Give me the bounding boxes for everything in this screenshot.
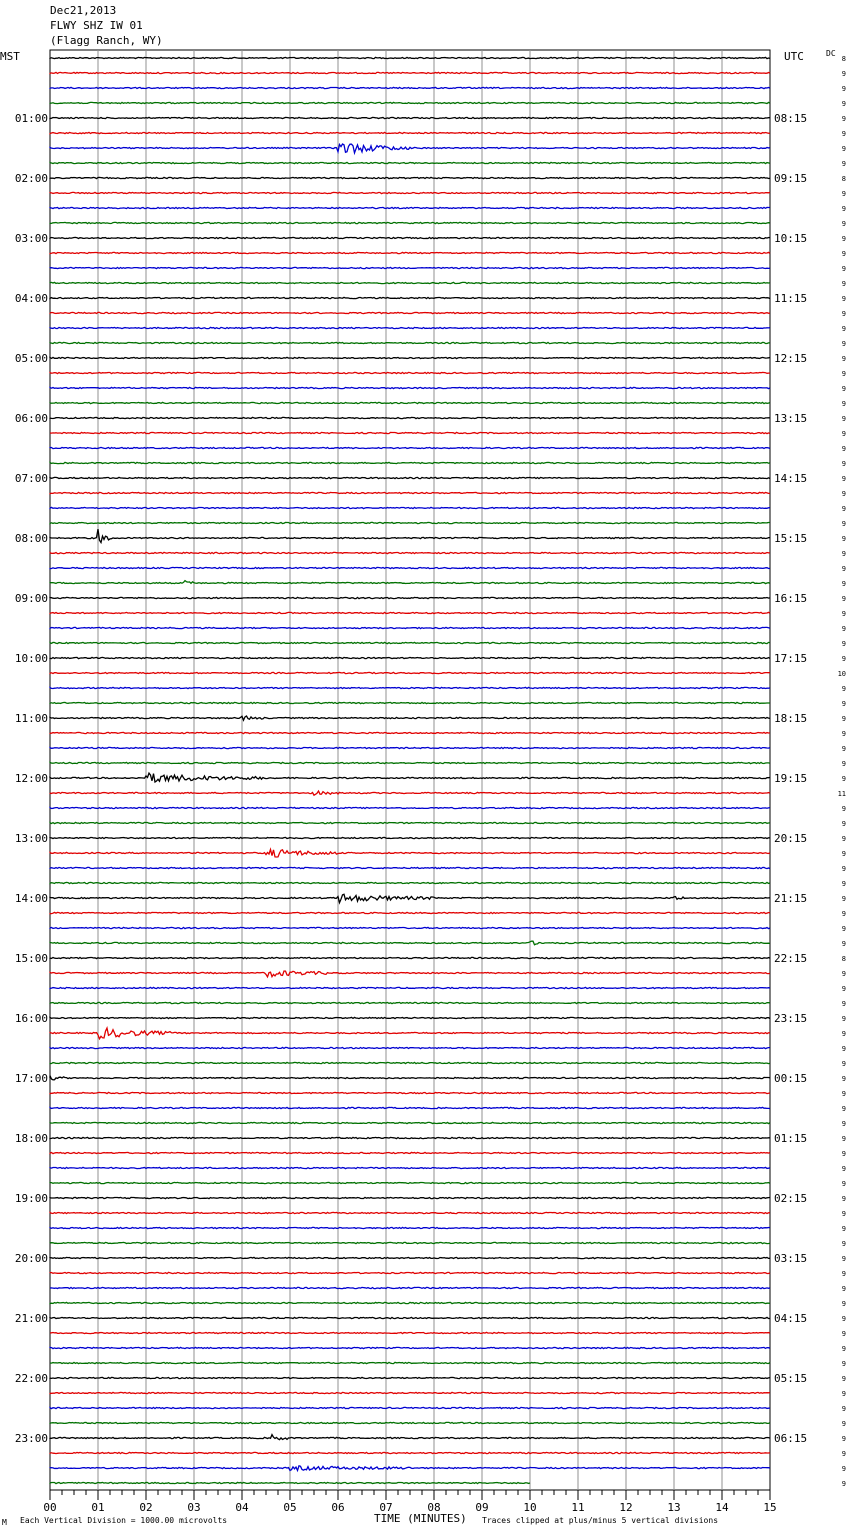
x-tick-label-07: 07 (379, 1501, 393, 1514)
trace-61 (50, 971, 770, 977)
trace-80 (50, 1257, 770, 1258)
trace-76 (50, 1197, 770, 1198)
dc-offset-value: 9 (841, 1015, 846, 1023)
dc-offset-value: 9 (841, 535, 846, 543)
dc-offset-value: 9 (841, 370, 846, 378)
trace-68 (50, 1076, 770, 1080)
dc-offset-value: 9 (841, 385, 846, 393)
dc-offset-value: 9 (841, 895, 846, 903)
dc-offset-value: 9 (841, 1465, 846, 1473)
dc-offset-value: 9 (841, 685, 846, 693)
dc-offset-value: 9 (841, 325, 846, 333)
trace-60 (50, 957, 770, 958)
trace-21 (50, 372, 770, 373)
scale-note: Each Vertical Division = 1000.00 microvolts (20, 1516, 228, 1525)
trace-0 (50, 57, 770, 58)
trace-9 (50, 192, 770, 193)
utc-hour-label: 14:15 (774, 472, 808, 485)
dc-offset-value: 9 (841, 355, 846, 363)
trace-95 (50, 1482, 530, 1483)
mst-hour-label: 01:00 (14, 112, 48, 125)
dc-offset-value: 9 (841, 835, 846, 843)
dc-offset-value: 9 (841, 310, 846, 318)
trace-70 (50, 1107, 770, 1108)
utc-hour-label: 15:15 (774, 532, 808, 545)
dc-offset-value: 9 (841, 580, 846, 588)
trace-18 (50, 327, 770, 328)
utc-hour-label: 06:15 (774, 1432, 808, 1445)
dc-offset-value: 9 (841, 1405, 846, 1413)
x-tick-label-01: 01 (91, 1501, 105, 1514)
trace-2 (50, 87, 770, 88)
right-timezone-label: UTC (784, 50, 804, 63)
dc-offset-value: 9 (841, 1000, 846, 1008)
dc-offset-value: 9 (841, 250, 846, 258)
trace-1 (50, 72, 770, 73)
dc-offset-value: 8 (841, 55, 846, 63)
dc-offset-value: 9 (841, 1300, 846, 1308)
trace-81 (50, 1272, 770, 1273)
trace-44 (50, 716, 770, 720)
trace-34 (50, 567, 770, 568)
trace-43 (50, 702, 770, 703)
dc-offset-value: 9 (841, 625, 846, 633)
trace-72 (50, 1137, 770, 1138)
dc-offset-value: 9 (841, 550, 846, 558)
dc-offset-value: 9 (841, 460, 846, 468)
left-timezone-label: MST (0, 50, 20, 63)
trace-4 (50, 117, 770, 118)
x-tick-label-11: 11 (571, 1501, 585, 1514)
trace-39 (50, 642, 770, 643)
x-tick-label-02: 02 (139, 1501, 153, 1514)
x-tick-label-13: 13 (667, 1501, 681, 1514)
dc-offset-value: 9 (841, 1480, 846, 1488)
dc-offset-value: 9 (841, 220, 846, 228)
dc-offset-value: 9 (841, 1210, 846, 1218)
dc-offset-value: 9 (841, 1360, 846, 1368)
trace-63 (50, 1002, 770, 1003)
trace-7 (50, 162, 770, 163)
header-station: FLWY SHZ IW 01 (50, 19, 143, 32)
trace-25 (50, 432, 770, 433)
trace-94 (50, 1466, 770, 1471)
trace-46 (50, 747, 770, 748)
trace-77 (50, 1212, 770, 1213)
dc-offset-value: 9 (841, 520, 846, 528)
mst-hour-label: 19:00 (14, 1192, 48, 1205)
utc-hour-label: 16:15 (774, 592, 808, 605)
dc-offset-value: 9 (841, 1345, 846, 1353)
trace-22 (50, 387, 770, 388)
trace-33 (50, 552, 770, 553)
trace-51 (50, 822, 770, 823)
trace-90 (50, 1407, 770, 1408)
dc-offset-value: 9 (841, 760, 846, 768)
dc-offset-value: 9 (841, 205, 846, 213)
x-tick-label-15: 15 (763, 1501, 777, 1514)
dc-offset-value: 9 (841, 940, 846, 948)
mst-hour-label: 05:00 (14, 352, 48, 365)
dc-offset-value: 9 (841, 1420, 846, 1428)
dc-offset-value: 9 (841, 130, 846, 138)
trace-40 (50, 657, 770, 658)
mst-hour-label: 21:00 (14, 1312, 48, 1325)
trace-71 (50, 1122, 770, 1123)
trace-27 (50, 462, 770, 463)
x-tick-label-12: 12 (619, 1501, 633, 1514)
trace-93 (50, 1452, 770, 1453)
dc-offset-value: 9 (841, 595, 846, 603)
x-tick-label-09: 09 (475, 1501, 489, 1514)
x-tick-label-06: 06 (331, 1501, 345, 1514)
trace-69 (50, 1092, 770, 1093)
dc-offset-value: 9 (841, 925, 846, 933)
trace-10 (50, 207, 770, 208)
mst-hour-label: 14:00 (14, 892, 48, 905)
header-location: (Flagg Ranch, WY) (50, 34, 163, 47)
trace-55 (50, 882, 770, 883)
utc-hour-label: 21:15 (774, 892, 808, 905)
trace-89 (50, 1392, 770, 1393)
trace-91 (50, 1422, 770, 1423)
trace-52 (50, 837, 770, 838)
dc-offset-value: 9 (841, 1030, 846, 1038)
dc-offset-value: 9 (841, 1315, 846, 1323)
mst-hour-label: 06:00 (14, 412, 48, 425)
dc-offset-value: 9 (841, 640, 846, 648)
dc-offset-value: 9 (841, 655, 846, 663)
trace-92 (50, 1435, 770, 1440)
dc-offset-value: 9 (841, 1135, 846, 1143)
dc-offset-value: 11 (837, 790, 846, 798)
mst-hour-label: 10:00 (14, 652, 48, 665)
dc-offset-value: 9 (841, 865, 846, 873)
mst-hour-label: 02:00 (14, 172, 48, 185)
trace-24 (50, 417, 770, 418)
utc-hour-label: 17:15 (774, 652, 808, 665)
dc-column-label: DC (826, 49, 836, 58)
trace-59 (50, 941, 770, 945)
utc-hour-label: 12:15 (774, 352, 808, 365)
trace-79 (50, 1242, 770, 1243)
dc-offset-value: 9 (841, 415, 846, 423)
dc-offset-value: 9 (841, 730, 846, 738)
trace-62 (50, 987, 770, 988)
plot-frame (50, 50, 770, 1490)
dc-offset-value: 9 (841, 295, 846, 303)
utc-hour-label: 22:15 (774, 952, 808, 965)
dc-offset-value: 9 (841, 115, 846, 123)
utc-hour-label: 20:15 (774, 832, 808, 845)
utc-hour-label: 05:15 (774, 1372, 808, 1385)
trace-12 (50, 237, 770, 238)
trace-5 (50, 132, 770, 133)
dc-offset-value: 9 (841, 1120, 846, 1128)
trace-74 (50, 1167, 770, 1168)
utc-hour-label: 01:15 (774, 1132, 808, 1145)
trace-42 (50, 687, 770, 688)
dc-offset-value: 9 (841, 235, 846, 243)
mst-hour-label: 04:00 (14, 292, 48, 305)
dc-offset-value: 10 (837, 670, 846, 678)
trace-37 (50, 612, 770, 613)
trace-49 (50, 791, 770, 795)
logo-mark: M (2, 1518, 7, 1527)
trace-65 (50, 1028, 770, 1039)
trace-23 (50, 402, 770, 403)
mst-hour-label: 12:00 (14, 772, 48, 785)
trace-66 (50, 1047, 770, 1048)
x-tick-label-04: 04 (235, 1501, 249, 1514)
header-date: Dec21,2013 (50, 4, 117, 17)
trace-17 (50, 312, 770, 313)
trace-84 (50, 1317, 770, 1318)
trace-20 (50, 357, 770, 358)
trace-30 (50, 507, 770, 508)
dc-offset-value: 9 (841, 970, 846, 978)
x-axis-title: TIME (MINUTES) (374, 1512, 467, 1525)
trace-67 (50, 1062, 770, 1063)
dc-offset-value: 9 (841, 400, 846, 408)
trace-11 (50, 222, 770, 223)
trace-14 (50, 267, 770, 268)
trace-58 (50, 927, 770, 928)
mst-hour-label: 17:00 (14, 1072, 48, 1085)
trace-8 (50, 177, 770, 178)
trace-15 (50, 282, 770, 283)
x-tick-label-10: 10 (523, 1501, 537, 1514)
dc-offset-value: 9 (841, 1090, 846, 1098)
utc-hour-label: 11:15 (774, 292, 808, 305)
trace-45 (50, 732, 770, 733)
utc-hour-label: 19:15 (774, 772, 808, 785)
dc-offset-value: 9 (841, 190, 846, 198)
dc-offset-value: 8 (841, 955, 846, 963)
utc-hour-label: 23:15 (774, 1012, 808, 1025)
dc-offset-value: 9 (841, 985, 846, 993)
trace-35 (50, 581, 770, 584)
dc-offset-value: 9 (841, 745, 846, 753)
x-tick-label-00: 00 (43, 1501, 57, 1514)
dc-offset-value: 9 (841, 100, 846, 108)
dc-offset-value: 9 (841, 265, 846, 273)
trace-13 (50, 252, 770, 253)
utc-hour-label: 18:15 (774, 712, 808, 725)
dc-offset-value: 9 (841, 775, 846, 783)
trace-82 (50, 1287, 770, 1288)
dc-offset-value: 9 (841, 160, 846, 168)
trace-31 (50, 522, 770, 523)
trace-6 (50, 144, 770, 153)
utc-hour-label: 02:15 (774, 1192, 808, 1205)
dc-offset-value: 9 (841, 1450, 846, 1458)
trace-28 (50, 477, 770, 478)
mst-hour-label: 20:00 (14, 1252, 48, 1265)
dc-offset-value: 9 (841, 850, 846, 858)
dc-offset-value: 9 (841, 910, 846, 918)
mst-hour-label: 13:00 (14, 832, 48, 845)
x-tick-label-05: 05 (283, 1501, 297, 1514)
dc-offset-value: 9 (841, 1255, 846, 1263)
trace-36 (50, 597, 770, 598)
trace-47 (50, 762, 770, 763)
dc-offset-value: 9 (841, 1225, 846, 1233)
mst-hour-label: 15:00 (14, 952, 48, 965)
dc-offset-value: 9 (841, 1330, 846, 1338)
dc-offset-value: 9 (841, 85, 846, 93)
mst-hour-label: 11:00 (14, 712, 48, 725)
dc-offset-value: 9 (841, 280, 846, 288)
dc-offset-value: 9 (841, 1390, 846, 1398)
trace-3 (50, 102, 770, 103)
dc-offset-value: 9 (841, 820, 846, 828)
axis-labels (15, 55, 846, 1514)
trace-64 (50, 1017, 770, 1018)
minute-gridlines (98, 50, 722, 1490)
trace-53 (50, 850, 770, 858)
dc-offset-value: 9 (841, 700, 846, 708)
dc-offset-value: 9 (841, 1285, 846, 1293)
utc-hour-label: 09:15 (774, 172, 808, 185)
trace-54 (50, 867, 770, 868)
mst-hour-label: 07:00 (14, 472, 48, 485)
dc-offset-value: 9 (841, 1270, 846, 1278)
dc-offset-value: 9 (841, 715, 846, 723)
trace-87 (50, 1362, 770, 1363)
trace-86 (50, 1347, 770, 1348)
dc-offset-value: 9 (841, 1165, 846, 1173)
dc-offset-value: 9 (841, 1375, 846, 1383)
trace-29 (50, 492, 770, 493)
trace-57 (50, 912, 770, 913)
clip-note: Traces clipped at plus/minus 5 vertical divisions (482, 1516, 719, 1525)
mst-hour-label: 23:00 (14, 1432, 48, 1445)
dc-offset-value: 9 (841, 1435, 846, 1443)
x-axis-ticks (50, 1490, 770, 1500)
dc-offset-value: 9 (841, 145, 846, 153)
dc-offset-value: 9 (841, 610, 846, 618)
trace-56 (50, 894, 770, 902)
dc-offset-value: 9 (841, 880, 846, 888)
x-tick-label-08: 08 (427, 1501, 441, 1514)
seismic-traces (50, 57, 770, 1483)
trace-38 (50, 627, 770, 628)
dc-offset-value: 9 (841, 430, 846, 438)
trace-48 (50, 773, 770, 782)
trace-75 (50, 1182, 770, 1183)
trace-85 (50, 1332, 770, 1333)
dc-offset-value: 9 (841, 1045, 846, 1053)
trace-88 (50, 1377, 770, 1378)
dc-offset-value: 9 (841, 805, 846, 813)
trace-26 (50, 447, 770, 448)
trace-16 (50, 297, 770, 298)
dc-offset-value: 9 (841, 445, 846, 453)
dc-offset-value: 9 (841, 1180, 846, 1188)
trace-50 (50, 807, 770, 808)
trace-83 (50, 1302, 770, 1303)
dc-offset-value: 9 (841, 1240, 846, 1248)
trace-19 (50, 342, 770, 343)
dc-offset-value: 9 (841, 1075, 846, 1083)
mst-hour-label: 08:00 (14, 532, 48, 545)
utc-hour-label: 08:15 (774, 112, 808, 125)
mst-hour-label: 03:00 (14, 232, 48, 245)
mst-hour-label: 18:00 (14, 1132, 48, 1145)
mst-hour-label: 16:00 (14, 1012, 48, 1025)
dc-offset-value: 9 (841, 340, 846, 348)
trace-73 (50, 1152, 770, 1153)
dc-offset-value: 9 (841, 70, 846, 78)
dc-offset-value: 9 (841, 1060, 846, 1068)
dc-offset-value: 9 (841, 1195, 846, 1203)
trace-32 (50, 529, 770, 542)
mst-hour-label: 22:00 (14, 1372, 48, 1385)
dc-offset-value: 9 (841, 475, 846, 483)
utc-hour-label: 04:15 (774, 1312, 808, 1325)
dc-offset-value: 9 (841, 1105, 846, 1113)
dc-offset-value: 9 (841, 505, 846, 513)
utc-hour-label: 10:15 (774, 232, 808, 245)
dc-offset-value: 8 (841, 175, 846, 183)
x-tick-label-03: 03 (187, 1501, 201, 1514)
utc-hour-label: 03:15 (774, 1252, 808, 1265)
mst-hour-label: 09:00 (14, 592, 48, 605)
dc-offset-value: 9 (841, 490, 846, 498)
utc-hour-label: 13:15 (774, 412, 808, 425)
trace-78 (50, 1227, 770, 1228)
dc-offset-value: 9 (841, 1150, 846, 1158)
x-tick-label-14: 14 (715, 1501, 729, 1514)
trace-41 (50, 672, 770, 673)
dc-offset-value: 9 (841, 565, 846, 573)
utc-hour-label: 00:15 (774, 1072, 808, 1085)
